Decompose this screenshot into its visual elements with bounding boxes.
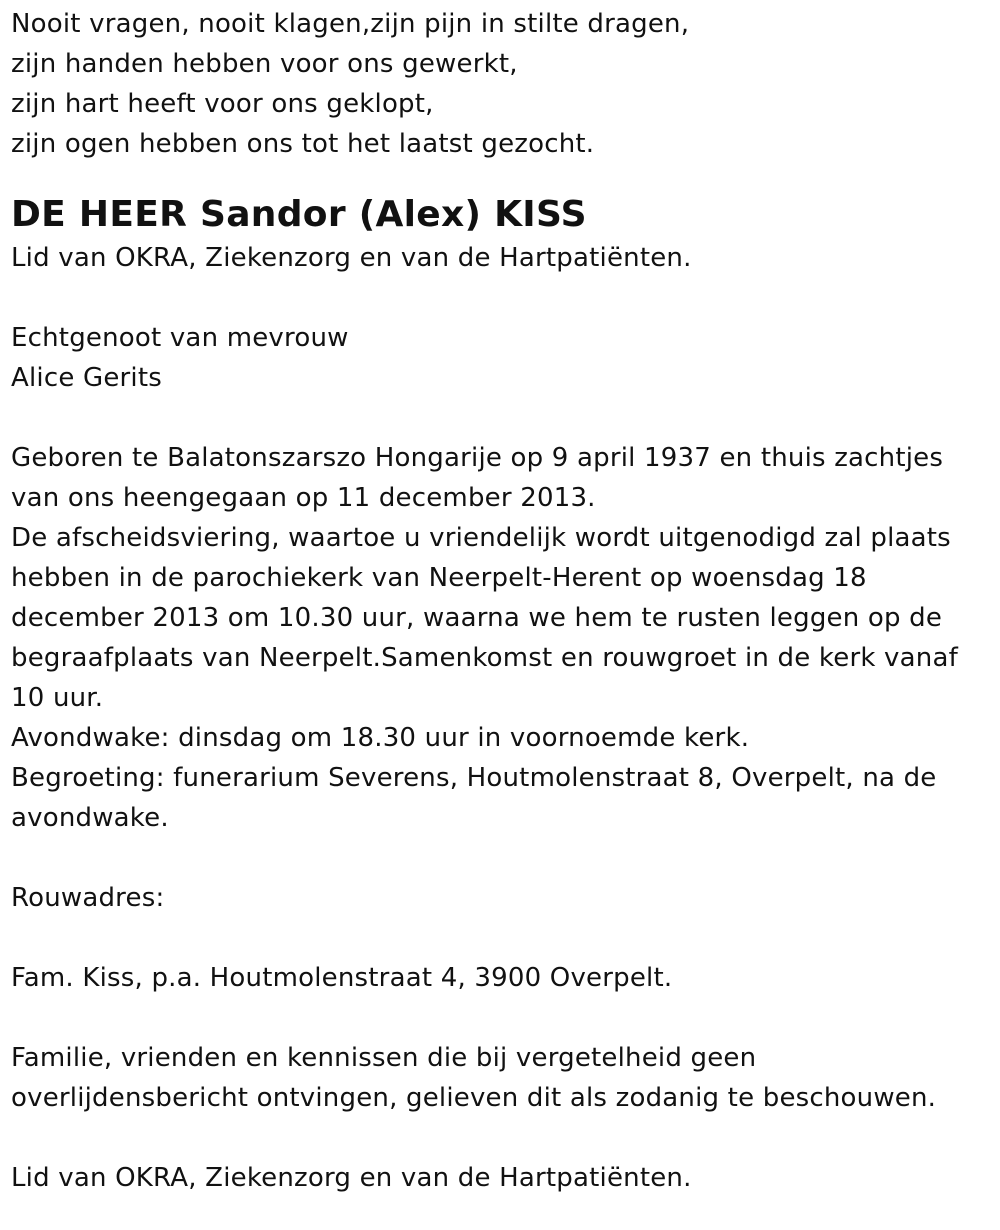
poem-line: zijn ogen hebben ons tot het laatst gezocht.	[11, 129, 595, 159]
notice-line: overlijdensbericht ontvingen, gelieven dit als zodanig te beschouwen.	[11, 1083, 937, 1113]
details-line: van ons heengegaan op 11 december 2013.	[11, 483, 596, 513]
poem-line: Nooit vragen, nooit klagen,zijn pijn in stilte dragen,	[11, 9, 690, 39]
details-line: Geboren te Balatonszarszo Hongarije op 9 april 1937 en thuis zachtjes	[11, 443, 944, 473]
details-line: avondwake.	[11, 803, 169, 833]
details-line: hebben in de parochiekerk van Neerpelt-Herent op woensdag 18	[11, 563, 867, 593]
details-line: Avondwake: dinsdag om 18.30 uur in voornoemde kerk.	[11, 723, 750, 753]
mourning-address: Fam. Kiss, p.a. Houtmolenstraat 4, 3900 Overpelt.	[11, 963, 673, 993]
spouse-block	[11, 318, 991, 398]
notice-line: Familie, vrienden en kennissen die bij vergetelheid geen	[11, 1043, 757, 1073]
spacer	[11, 998, 991, 1038]
details-line: december 2013 om 10.30 uur, waarna we hem te rusten leggen op de	[11, 603, 943, 633]
details-line: 10 uur.	[11, 683, 104, 713]
details-block	[11, 438, 991, 838]
details-line: De afscheidsviering, waartoe u vriendelijk wordt uitgenodigd zal plaats	[11, 523, 951, 553]
spacer	[11, 918, 991, 958]
address-label: Rouwadres:	[11, 883, 165, 913]
spacer	[11, 398, 991, 438]
membership-line: Lid van OKRA, Ziekenzorg en van de Hartpatiënten.	[11, 243, 692, 273]
spouse-name: Alice Gerits	[11, 363, 162, 393]
obituary-notice	[11, 4, 991, 1198]
details-line: begraafplaats van Neerpelt.Samenkomst en rouwgroet in de kerk vanaf	[11, 643, 958, 673]
spouse-line: Echtgenoot van mevrouw	[11, 323, 349, 353]
spacer	[11, 838, 991, 878]
deceased-name: DE HEER Sandor (Alex) KISS	[11, 194, 587, 235]
spacer	[11, 278, 991, 318]
poem-line: zijn handen hebben voor ons gewerkt,	[11, 49, 518, 79]
poem-line: zijn hart heeft voor ons geklopt,	[11, 89, 434, 119]
closing-membership-line: Lid van OKRA, Ziekenzorg en van de Hartpatiënten.	[11, 1163, 692, 1193]
details-line: Begroeting: funerarium Severens, Houtmolenstraat 8, Overpelt, na de	[11, 763, 937, 793]
spacer	[11, 1118, 991, 1158]
memorial-poem	[11, 4, 991, 164]
notice-block	[11, 1038, 991, 1118]
